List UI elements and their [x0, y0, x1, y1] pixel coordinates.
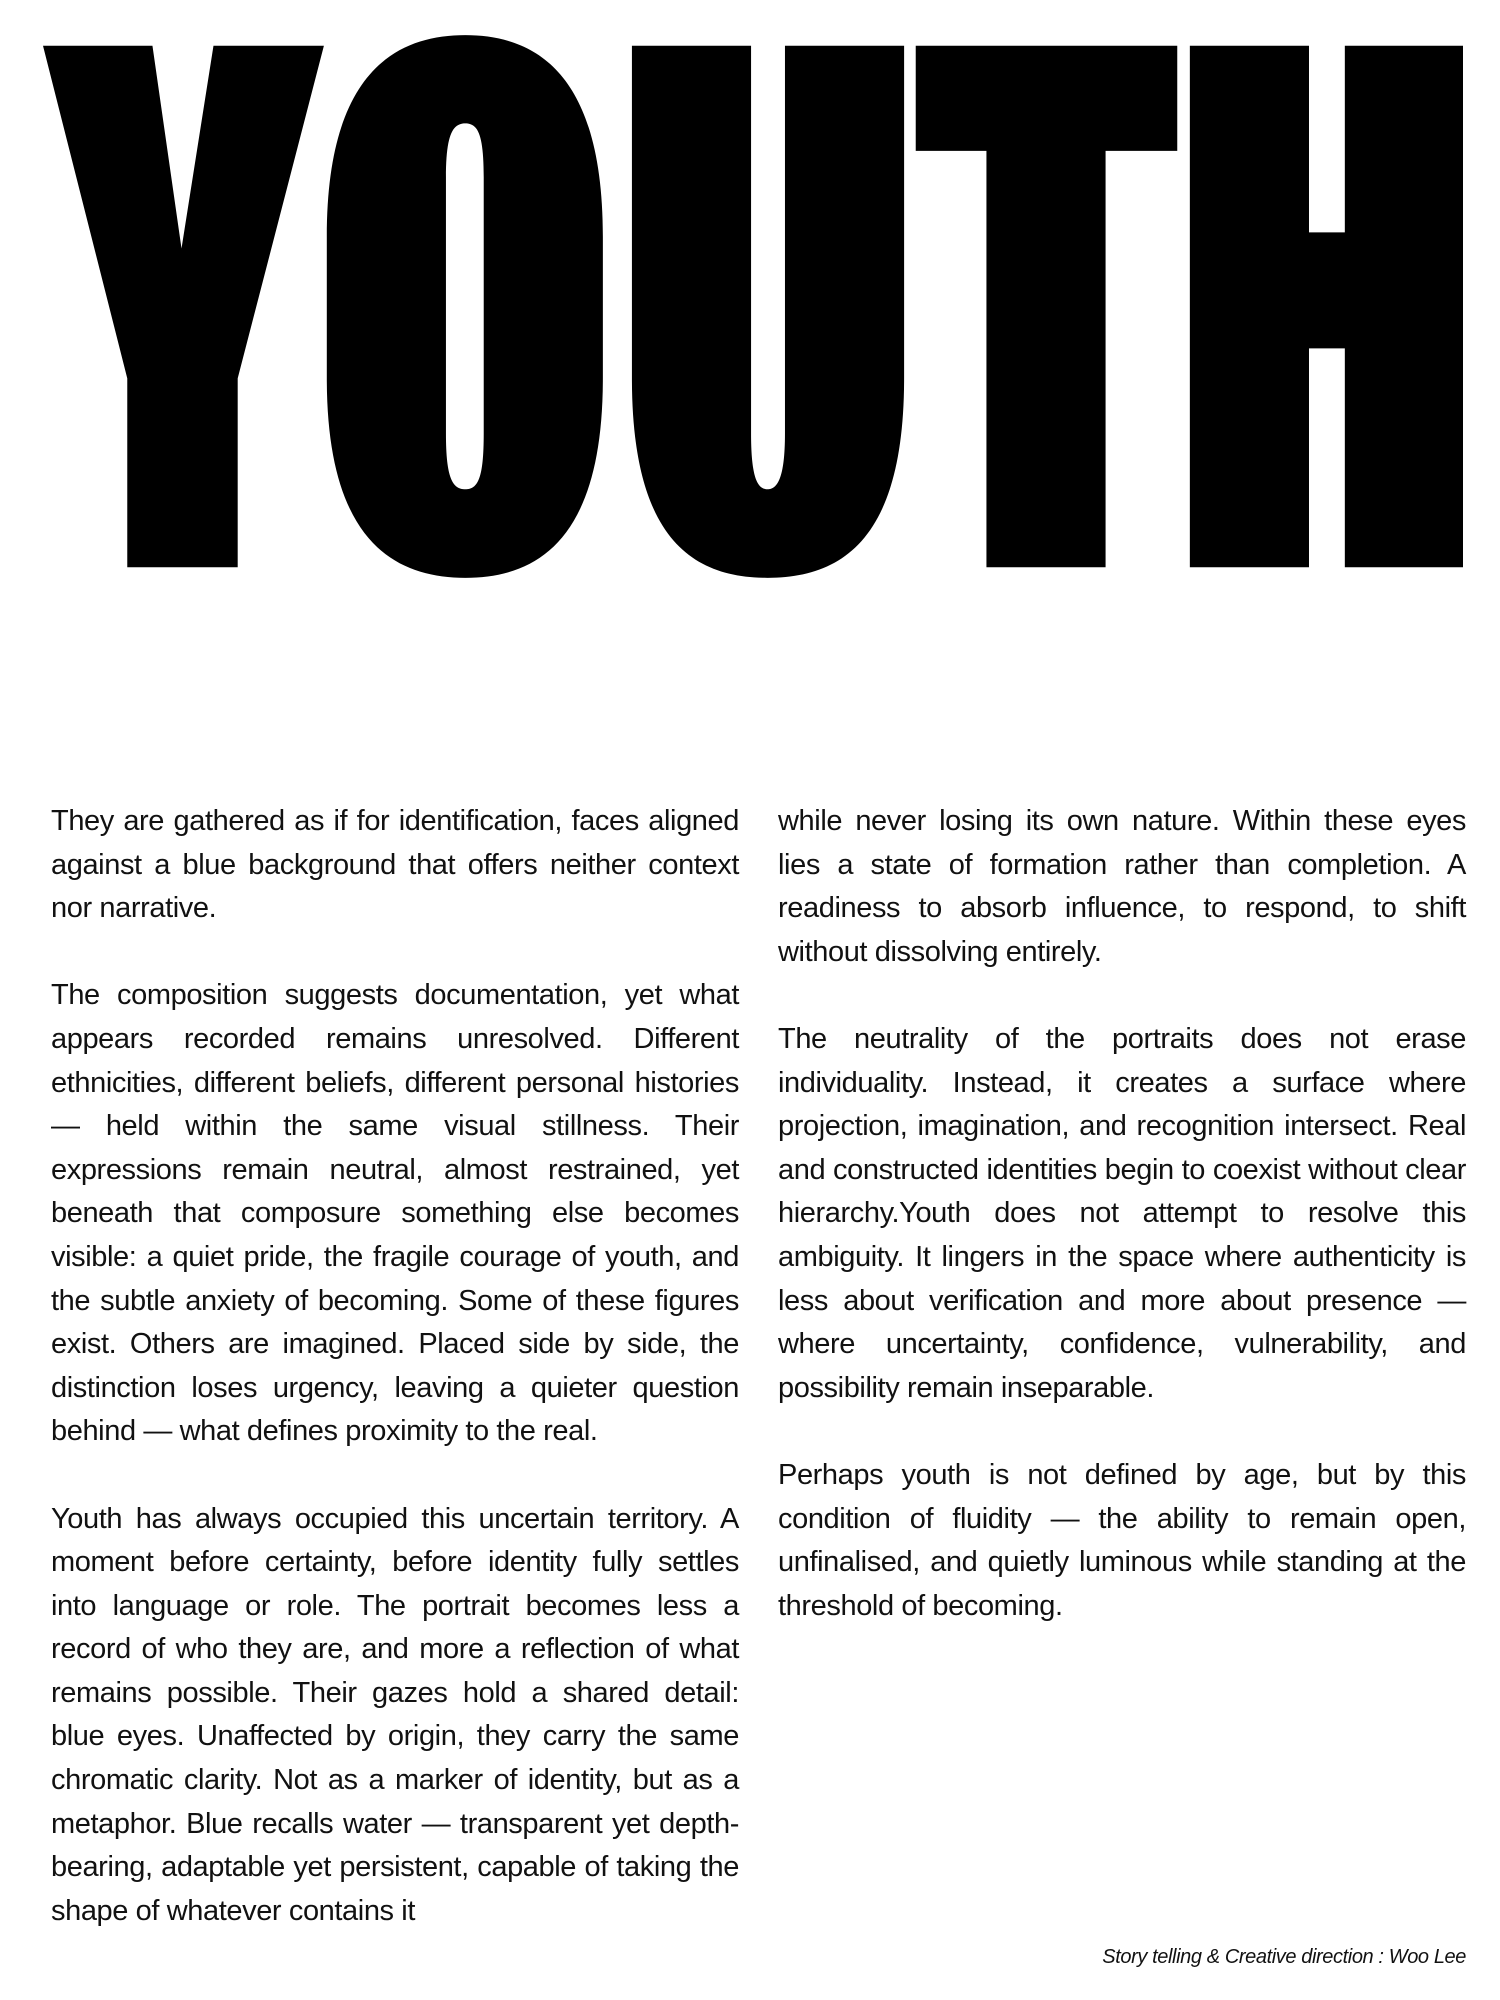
credit-line: Story telling & Creative direction : Woo Lee: [1102, 1946, 1466, 1968]
letter-t: [916, 46, 1178, 567]
body-text-right-column: [778, 800, 1466, 1672]
paragraph: Perhaps youth is not defined by age, but by this condition of fluidity — the ability to remain open, unfinalised, and quietly luminous while standing at the threshold of becoming.: [778, 1458, 1466, 1622]
body-text-left-column: [51, 800, 739, 1977]
letter-o: [327, 35, 603, 578]
youth-title-lettering: [43, 34, 1463, 579]
letter-y: [43, 46, 324, 567]
letter-u: [632, 46, 904, 578]
paragraph: The neutrality of the portraits does not erase individuality. Instead, it creates a surface where projection, imagination, and recognition intersect. Real and constructed identities begin to coexist without clear hierarchy.Youth does not attempt to resolve this ambiguity. It lingers in the space where authenticity is less about verification and more about presence — where uncertainty, confidence, vulnerability, and possibility remain inseparable.: [778, 1022, 1466, 1404]
letter-h: [1190, 46, 1463, 567]
paragraph: The composition suggests documentation, yet what appears recorded remains unresolved. Different ethnicities, different beliefs, different personal histories — held within the same visual stillness. Their expressions remain neutral, almost restrained, yet beneath that composure something else becomes visible: a quiet pride, the fragile courage of youth, and the subtle anxiety of becoming. Some of these figures exist. Others are imagined. Placed side by side, the distinction loses urgency, leaving a quieter question behind — what defines proximity to the real.: [51, 979, 739, 1448]
paragraph: Youth has always occupied this uncertain territory. A moment before certainty, before identity fully settles into language or role. The portrait becomes less a record of who they are, and more a reflection of what remains possible. Their gazes hold a shared detail: blue eyes. Unaffected by origin, they carry the same chromatic clarity. Not as a marker of identity, but as a metaphor. Blue recalls water — transparent yet depth-bearing, adaptable yet persistent, capable of taking the shape of whatever contains it: [51, 1502, 739, 1927]
paragraph: They are gathered as if for identification, faces aligned against a blue background that offers neither context nor narrative.: [51, 805, 739, 925]
paragraph: while never losing its own nature. Within these eyes lies a state of formation rather than completion. A readiness to absorb influence, to respond, to shift without dissolving entirely.: [778, 805, 1466, 968]
